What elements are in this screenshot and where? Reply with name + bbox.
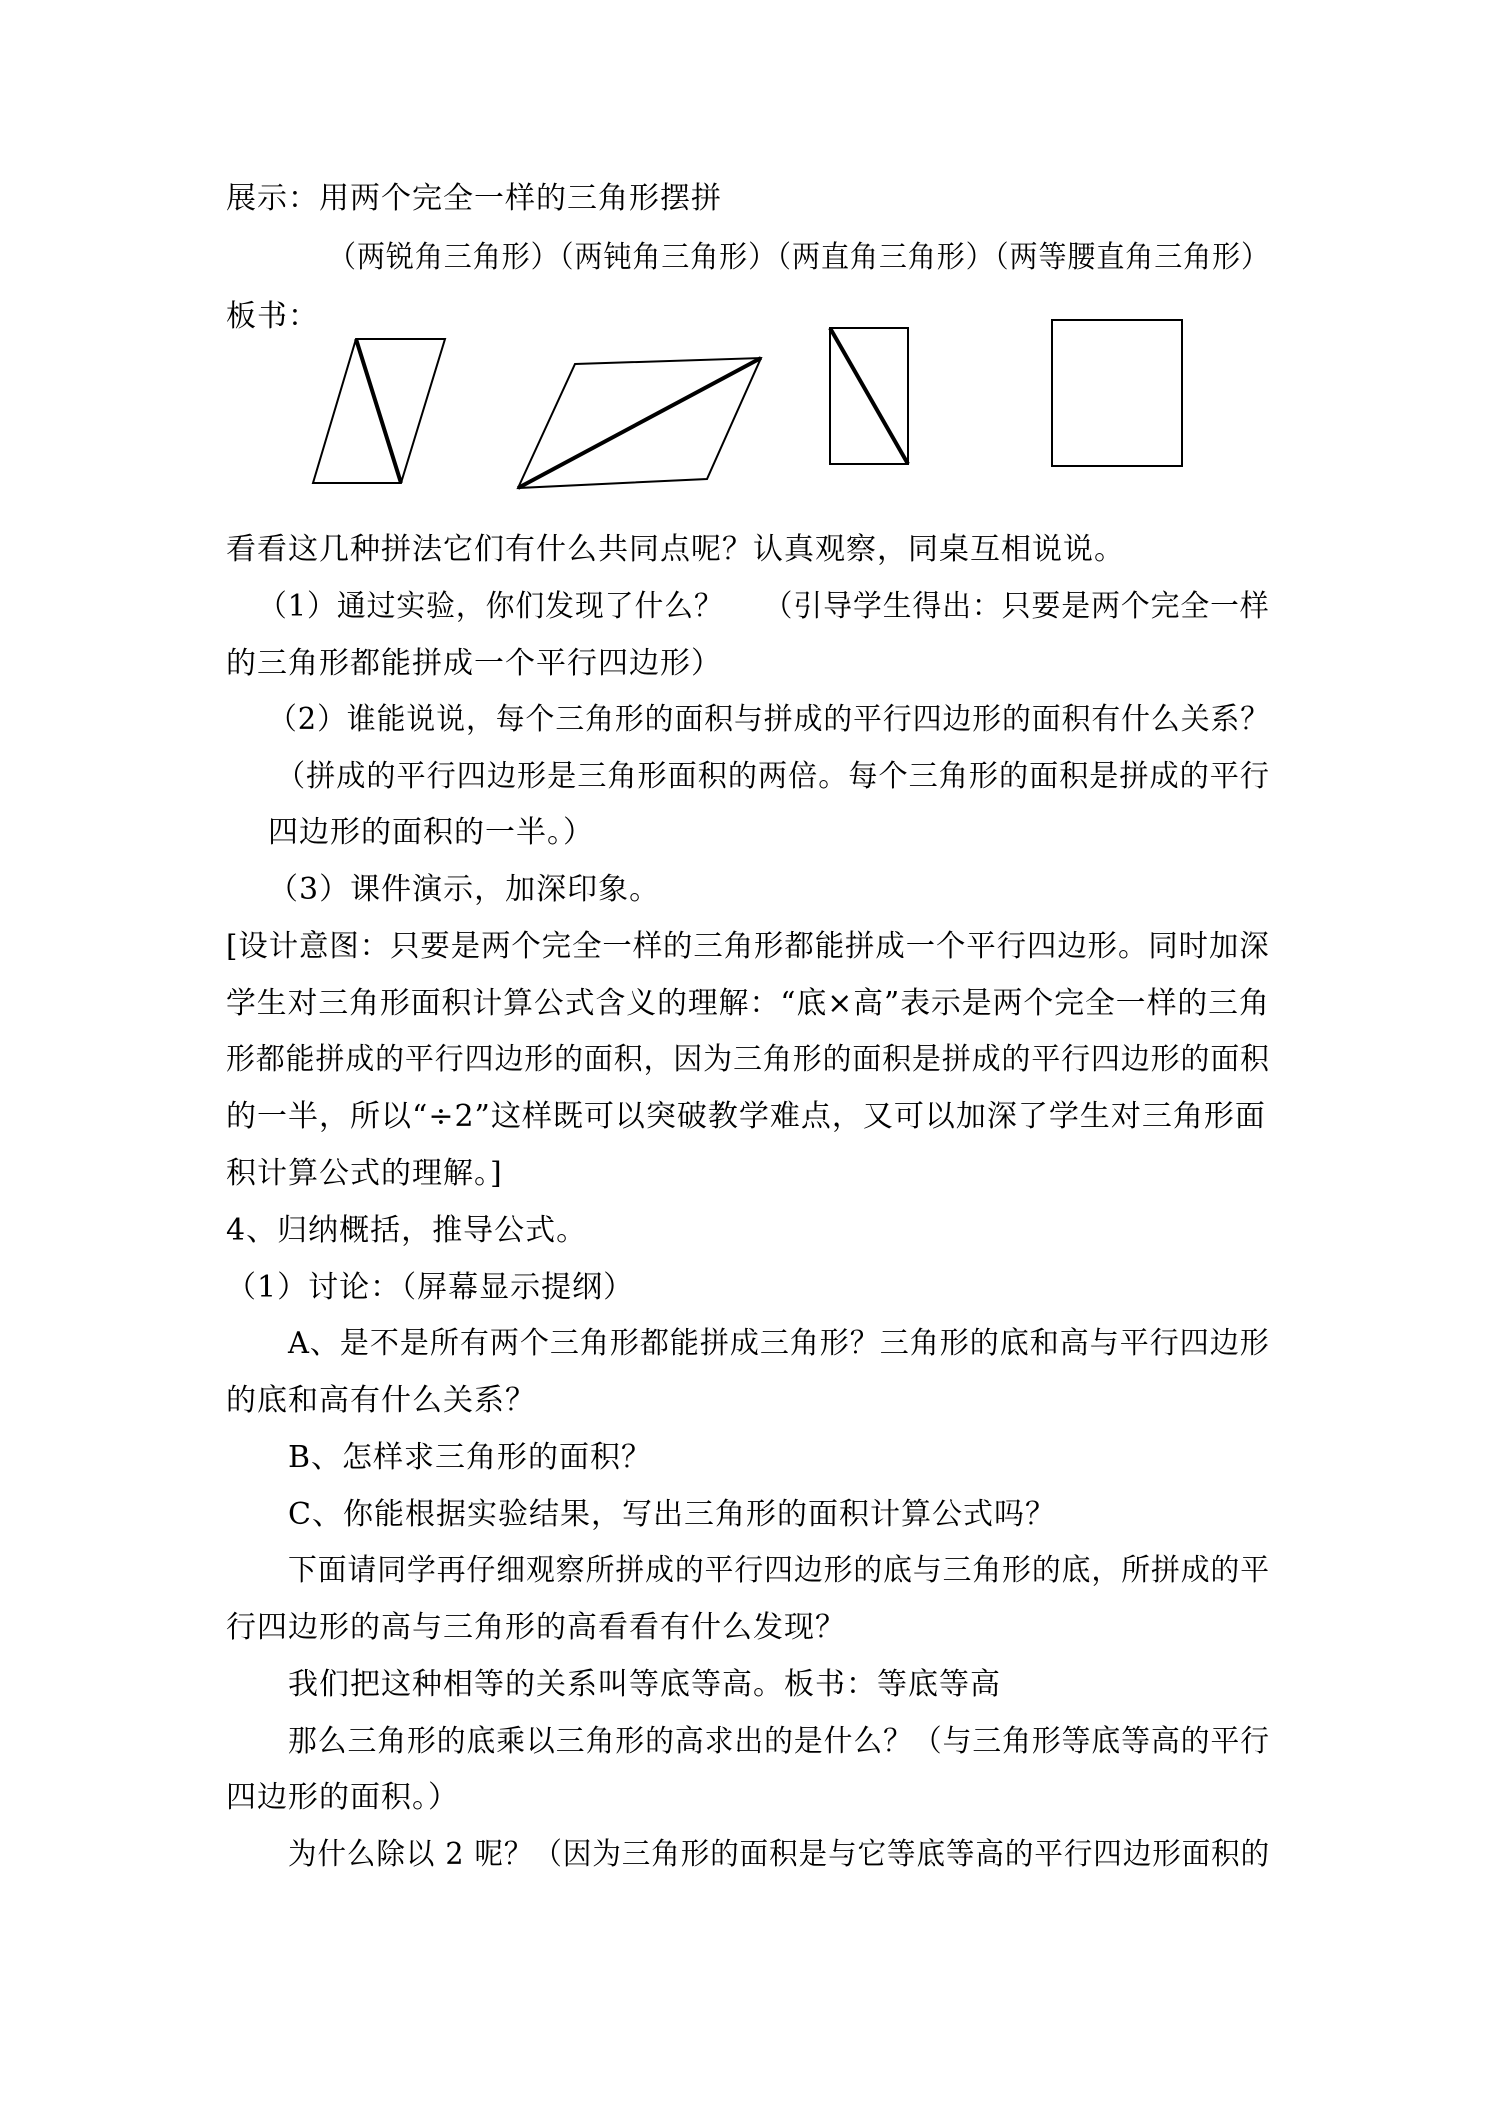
line-21: C、你能根据实验结果，写出三角形的面积计算公式吗？ [288, 1497, 1056, 1532]
line-20: B、怎样求三角形的面积？ [288, 1440, 653, 1475]
line-2: （两锐角三角形）（两钝角三角形）（两直角三角形）（两等腰直角三角形） [328, 240, 1271, 275]
line-4: 看看这几种拼法它们有什么共同点呢？认真观察，同桌互相说说。 [226, 532, 1125, 567]
figure-two-right-triangles [825, 320, 915, 470]
line-11: [设计意图：只要是两个完全一样的三角形都能拼成一个平行四边形。同时加深 [226, 929, 1270, 964]
line-13: 形都能拼成的平行四边形的面积，因为三角形的面积是拼成的平行四边形的面积 [226, 1042, 1270, 1077]
line-25: 那么三角形的底乘以三角形的高求出的是什么？（与三角形等底等高的平行 [288, 1724, 1270, 1759]
line-23: 行四边形的高与三角形的高看看有什么发现？ [226, 1610, 846, 1645]
figure-two-isosceles-right-triangles [1048, 312, 1188, 472]
line-17: （1）讨论：（屏幕显示提纲） [226, 1270, 635, 1305]
line-19: 的底和高有什么关系？ [226, 1383, 536, 1418]
figure-two-acute-triangles [300, 325, 460, 495]
line-10: （3）课件演示，加深印象。 [268, 872, 661, 907]
line-9: 四边形的面积的一半。） [268, 815, 594, 850]
line-26: 四边形的面积。） [226, 1780, 459, 1815]
line-12: 学生对三角形面积计算公式含义的理解：“底×高”表示是两个完全一样的三角 [226, 986, 1270, 1021]
line-24: 我们把这种相等的关系叫等底等高。板书：等底等高 [288, 1667, 1001, 1702]
line-3: 板书： [226, 299, 319, 334]
line-6: 的三角形都能拼成一个平行四边形） [226, 646, 722, 681]
line-18: A、是不是所有两个三角形都能拼成三角形？三角形的底和高与平行四边形 [288, 1326, 1270, 1361]
line-7: （2）谁能说说，每个三角形的面积与拼成的平行四边形的面积有什么关系？ [268, 702, 1271, 737]
line-27: 为什么除以 2 呢？（因为三角形的面积是与它等底等高的平行四边形面积的 [288, 1837, 1271, 1872]
line-5: （1）通过实验，你们发现了什么？ （引导学生得出：只要是两个完全一样 [258, 589, 1270, 624]
line-8: （拼成的平行四边形是三角形面积的两倍。每个三角形的面积是拼成的平行 [276, 759, 1271, 794]
line-14: 的一半，所以“÷2”这样既可以突破教学难点，又可以加深了学生对三角形面 [226, 1099, 1266, 1134]
line-22: 下面请同学再仔细观察所拼成的平行四边形的底与三角形的底，所拼成的平 [288, 1553, 1270, 1588]
figure-two-obtuse-triangles [508, 348, 778, 498]
line-16: 4、归纳概括，推导公式。 [226, 1213, 588, 1248]
line-15: 积计算公式的理解。] [226, 1156, 503, 1191]
line-1: 展示：用两个完全一样的三角形摆拼 [226, 181, 722, 216]
